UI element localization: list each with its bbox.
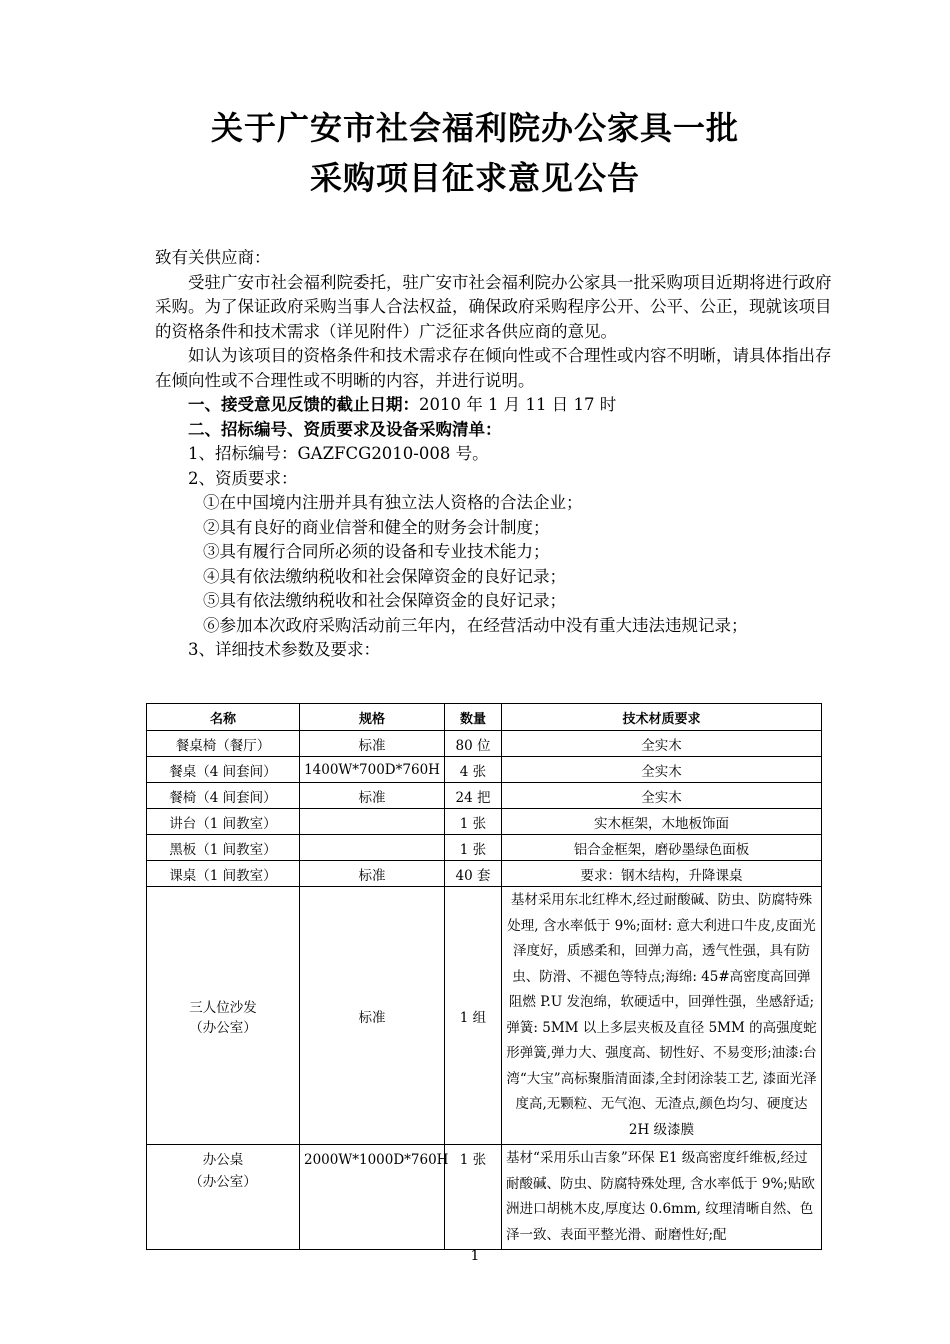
cell-qty: 4 张 <box>445 757 502 783</box>
cell-requirement: 实木框架，木地板饰面 <box>502 809 822 835</box>
deadline-value: 2010 年 1 月 11 日 17 时 <box>419 395 617 414</box>
table-row-desk <box>147 1145 822 1250</box>
cell-name: 餐桌椅（餐厅） <box>147 731 300 757</box>
cell-spec <box>300 835 445 861</box>
table-row-sofa <box>147 887 822 1145</box>
cell-name: 餐桌（4 间套间） <box>147 757 300 783</box>
deadline-line <box>155 393 835 418</box>
cell-requirement: 基材采用东北红桦木,经过耐酸碱、防虫、防腐特殊处理, 含水率低于 9%;面材: 意大利进口牛皮,皮面光泽度好，质感柔和，回弹力高，透气性强，具有防虫、防滑、不褪色等特点;海绵: 45#高密度高回弹阻燃 P.U 发泡绵，软硬适中，回弹性强，坐感舒适;弹簧: 5MM 以上多层夹板及直径 5MM 的高强度蛇形弹簧,弹力大、强度高、韧性好、不易变形;油漆:台湾“大宝”高标聚脂清面漆,全封闭涂装工艺, 漆面光泽度高,无颗粒、无气泡、无渣点,颜色均匀、硬度达 2H 级漆膜 <box>502 887 822 1145</box>
tender-number: 1、招标编号：GAZFCG2010-008 号。 <box>188 444 489 463</box>
cell-requirement: 基材“采用乐山吉象”环保 E1 级高密度纤维板,经过耐酸碱、防虫、防腐特殊处理, 含水率低于 9%;贴欧洲进口胡桃木皮,厚度达 0.6mm, 纹理清晰自然、色泽一致、表面平整光滑、耐磨性好;配 <box>502 1145 822 1250</box>
table-row <box>147 731 822 757</box>
spec-table <box>146 703 822 1250</box>
header-requirement: 技术材质要求 <box>502 704 822 731</box>
cell-spec: 标准 <box>300 783 445 809</box>
deadline-label: 一、接受意见反馈的截止日期： <box>188 395 419 414</box>
cell-qty: 1 组 <box>445 887 502 1145</box>
cell-name: 黑板（1 间教室） <box>147 835 300 861</box>
cell-qty: 1 张 <box>445 835 502 861</box>
qualification-item: ⑤具有依法缴纳税收和社会保障资金的良好记录； <box>203 591 566 610</box>
table-row <box>147 835 822 861</box>
page-number: 1 <box>470 1248 480 1264</box>
cell-qty: 1 张 <box>445 1145 502 1250</box>
cell-qty: 24 把 <box>445 783 502 809</box>
cell-requirement: 全实木 <box>502 731 822 757</box>
table-row <box>147 757 822 783</box>
salutation: 致有关供应商： <box>155 248 271 267</box>
cell-spec <box>300 809 445 835</box>
cell-requirement: 全实木 <box>502 783 822 809</box>
qualification-heading: 2、资质要求： <box>188 468 298 488</box>
qualification-item: ②具有良好的商业信誉和健全的财务会计制度； <box>203 517 550 537</box>
cell-spec: 2000W*1000D*760H <box>300 1145 445 1250</box>
cell-name: 课桌（1 间教室） <box>147 861 300 887</box>
params-heading: 3、详细技术参数及要求： <box>188 640 380 659</box>
cell-spec: 标准 <box>300 861 445 887</box>
qualification-item: ④具有依法缴纳税收和社会保障资金的良好记录； <box>203 566 566 586</box>
desk-name: 办公桌 <box>202 1152 244 1168</box>
cell-requirement: 铝合金框架，磨砂墨绿色面板 <box>502 835 822 861</box>
header-spec: 规格 <box>300 704 445 731</box>
title-line-2: 采购项目征求意见公告 <box>309 159 640 197</box>
cell-spec: 1400W*700D*760H <box>300 757 445 783</box>
cell-qty: 1 张 <box>445 809 502 835</box>
header-qty: 数量 <box>445 704 502 731</box>
cell-name: 餐椅（4 间套间） <box>147 783 300 809</box>
sofa-location: （办公室） <box>189 1019 257 1036</box>
qualification-item: ③具有履行合同所必须的设备和专业技术能力； <box>203 542 550 561</box>
qualification-item: ①在中国境内注册并具有独立法人资格的合法企业； <box>203 493 583 512</box>
paragraph-2: 如认为该项目的资格条件和技术需求存在倾向性或不合理性或内容不明晰，请具体指出存在倾向性或不合理性或不明晰的内容，并进行说明。 <box>155 346 832 390</box>
qualification-item: ⑥参加本次政府采购活动前三年内，在经营活动中没有重大违法违规记录； <box>203 615 748 635</box>
cell-name: 讲台（1 间教室） <box>147 809 300 835</box>
desk-location: （办公室） <box>189 1174 257 1190</box>
cell-name <box>147 887 300 1145</box>
section-2-heading: 二、招标编号、资质要求及设备采购清单： <box>188 419 502 439</box>
table-header-row <box>147 704 822 731</box>
notice-body <box>155 246 835 663</box>
table-row <box>147 809 822 835</box>
header-name: 名称 <box>147 704 300 731</box>
table-row <box>147 783 822 809</box>
title-line-1: 关于广安市社会福利院办公家具一批 <box>210 109 739 147</box>
cell-requirement: 要求：钢木结构，升降课桌 <box>502 861 822 887</box>
cell-spec: 标准 <box>300 887 445 1145</box>
paragraph-1: 受驻广安市社会福利院委托，驻广安市社会福利院办公家具一批采购项目近期将进行政府采购。为了保证政府采购当事人合法权益，确保政府采购程序公开、公平、公正，现就该项目的资格条件和技术需求（详见附件）广泛征求各供应商的意见。 <box>155 272 832 341</box>
table-row <box>147 861 822 887</box>
cell-spec: 标准 <box>300 731 445 757</box>
cell-qty: 80 位 <box>445 731 502 757</box>
cell-requirement: 全实木 <box>502 757 822 783</box>
cell-name <box>147 1145 300 1250</box>
cell-qty: 40 套 <box>445 861 502 887</box>
sofa-name: 三人位沙发 <box>189 999 257 1016</box>
